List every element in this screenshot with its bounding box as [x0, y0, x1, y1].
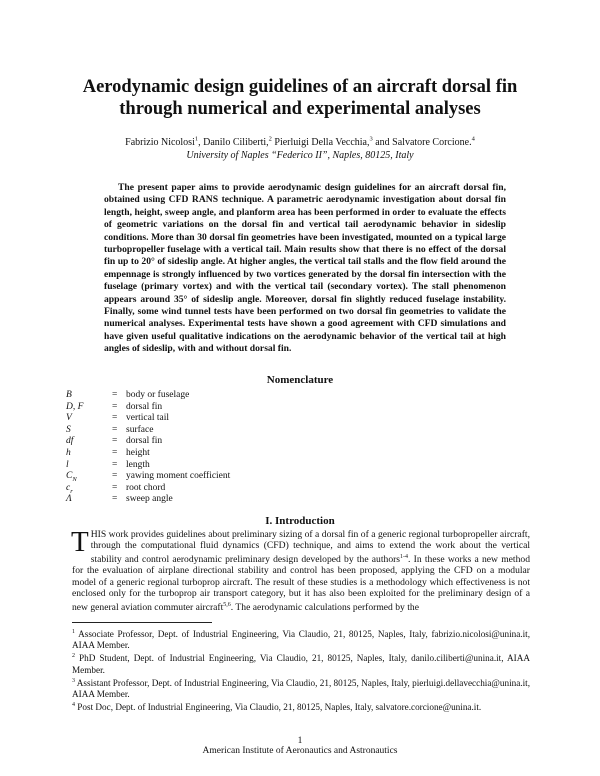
- author-block: [60, 133, 540, 162]
- page-number: 1: [297, 736, 303, 746]
- footnote-divider: [72, 622, 212, 623]
- title-line-1: Aerodynamic design guidelines of an aircraft dorsal fin: [82, 77, 518, 97]
- drop-cap: T: [71, 526, 89, 558]
- nomenclature-row: B = body or fuselage: [66, 390, 190, 400]
- nomenclature-list: [66, 390, 230, 506]
- introduction-paragraph: THIS work provides guidelines about preliminary sizing of a dorsal fin of a generic regional turbopropeller aircraft, through the computational fluid dynamics (CFD) technique, and aims to extend the work about the vertical stability and control aerodynamic preliminary design developed by the authors$^{1-4}$. In these works a new method for the evaluation of airplane directional stability and control has been proposed, applying the CFD on a modular model of a generic regional turboprop aircraft. The result of these studies is a methodology which effectiveness is not enclosed only for the turboprop air transport category, but it has also been exploited for the preliminary design of a new general aviation commuter aircraft$^{5,6}$. The aerodynamic calculations performed by the: [71, 526, 530, 613]
- nomenclature-row: df = dorsal fin: [66, 436, 163, 447]
- footnote: $^2$ PhD Student, Dept. of Industrial Engineering, Via Claudio, 21, 80125, Naples, Italy, danilo.ciliberti@unina.it, AIAA Member.: [72, 653, 530, 675]
- footnote: $^4$ Post Doc, Dept. of Industrial Engineering, Via Claudio, 21, 80125, Naples, Italy, salvatore.corcione@unina.it.: [72, 702, 482, 713]
- footnotes: [72, 627, 530, 714]
- title-line-2: through numerical and experimental analyses: [119, 99, 481, 119]
- institute-footer: American Institute of Aeronautics and Astronautics: [202, 746, 398, 756]
- nomenclature-row: l = length: [66, 459, 150, 470]
- abstract: The present paper aims to provide aerodynamic design guidelines for an aircraft dorsal fin, obtained using CFD RANS technique. A parametric aerodynamic investigation about dorsal fin length, height, sweep angle, and planform area has been performed in order to evaluate the effects of geometric variations on the dorsal fin and vertical tail aerodynamic behavior in sideslip conditions. More than 30 dorsal fin geometries have been investigated, mounted on a typical large turbopropeller fuselage with a vertical tail. Main results show that there is no effect of the dorsal fin up to 20° of sideslip angle. At higher angles, the vertical tail stalls and the flow field around the empennage is strongly influenced by two vortices generated by the dorsal fin intersection with the fuselage (primary vortex) and with the vertical tail (secondary vortex). The stall phenomenon appears around 35° of sideslip angle. Moreover, dorsal fin slightly reduced fuselage instability. Finally, some wind tunnel tests have been performed on two dorsal fin geometries to validate the numerical analyses. Experimental tests have shown a good agreement with CFD simulations and have given useful qualitative indications on the aerodynamic behavior of the vertical tail at high angles of sideslip, with and without dorsal fin.: [104, 182, 506, 355]
- nomenclature-row: V = vertical tail: [66, 413, 169, 424]
- nomenclature-row: $c_r$ = root chord: [66, 482, 166, 495]
- nomenclature-row: $C_N$ = yawing moment coefficient: [66, 471, 231, 484]
- author-names: Fabrizio Nicolosi$^1$, Danilo Ciliberti,$^2$ Pierluigi Della Vecchia,$^3$ and Salvatore Corcione.$^4$: [125, 136, 475, 149]
- nomenclature-row: D, F = dorsal fin: [66, 401, 163, 412]
- nomenclature-row: S = surface: [66, 424, 154, 435]
- paper-title: [60, 76, 540, 120]
- nomenclature-heading: Nomenclature: [266, 374, 334, 386]
- nomenclature-row: Λ = sweep angle: [66, 494, 173, 505]
- footnote: $^3$ Assistant Professor, Dept. of Industrial Engineering, Via Claudio, 21, 80125, Naples, Italy, pierluigi.dellavecchia@unina.it, AIAA Member.: [72, 677, 530, 700]
- footnote: $^1$ Associate Professor, Dept. of Industrial Engineering, Via Claudio, 21, 80125, Naples, Italy, fabrizio.nicolosi@unina.it, AIAA Member.: [72, 629, 530, 651]
- introduction-heading: I. Introduction: [265, 515, 335, 527]
- affiliation: University of Naples “Federico II”, Naples, 80125, Italy: [186, 150, 414, 162]
- nomenclature-row: h = height: [66, 447, 150, 458]
